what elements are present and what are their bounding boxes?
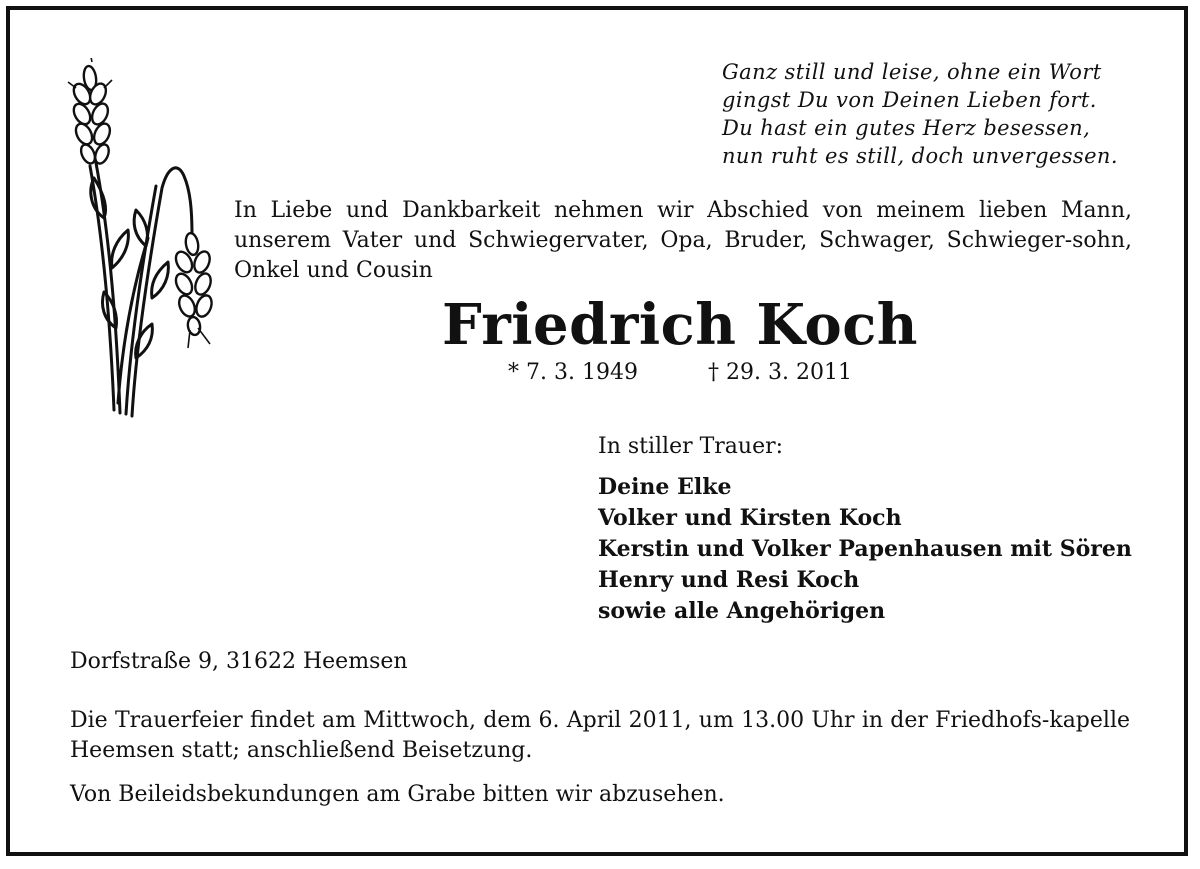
- family-address: Dorfstraße 9, 31622 Heemsen: [70, 649, 408, 674]
- condolence-note: Von Beileidsbekundungen am Grabe bitten wir abzusehen.: [70, 782, 725, 807]
- memorial-poem: [722, 58, 1118, 170]
- poem-line: nun ruht es still, doch unvergessen.: [722, 144, 1118, 168]
- poem-line: Ganz still und leise, ohne ein Wort: [722, 60, 1102, 84]
- poem-line: gingst Du von Deinen Lieben fort.: [722, 88, 1097, 112]
- wheat-ears-icon: [60, 58, 230, 424]
- mourners-list: [598, 472, 1132, 627]
- deceased-name: Friedrich Koch: [441, 292, 919, 358]
- birth-date: * 7. 3. 1949: [508, 360, 638, 385]
- mourning-label: In stiller Trauer:: [598, 434, 784, 459]
- mourner-entry: Deine Elke: [598, 474, 732, 500]
- mourner-entry: Henry und Resi Koch: [598, 567, 860, 593]
- poem-line: Du hast ein gutes Herz besessen,: [722, 116, 1091, 140]
- mourner-entry: Kerstin und Volker Papenhausen mit Sören: [598, 536, 1132, 562]
- farewell-text: In Liebe und Dankbarkeit nehmen wir Abschied von meinem lieben Mann, unserem Vater und Schwiegervater, Opa, Bruder, Schwager, Schwieger-sohn, Onkel und Cousin: [234, 198, 1132, 283]
- funeral-details: Die Trauerfeier findet am Mittwoch, dem 6. April 2011, um 13.00 Uhr in der Friedhofs-kapelle Heemsen statt; anschließend Beisetzung.: [70, 708, 1130, 763]
- mourner-entry: sowie alle Angehörigen: [598, 598, 886, 624]
- mourner-entry: Volker und Kirsten Koch: [598, 505, 902, 531]
- death-date: † 29. 3. 2011: [708, 360, 852, 385]
